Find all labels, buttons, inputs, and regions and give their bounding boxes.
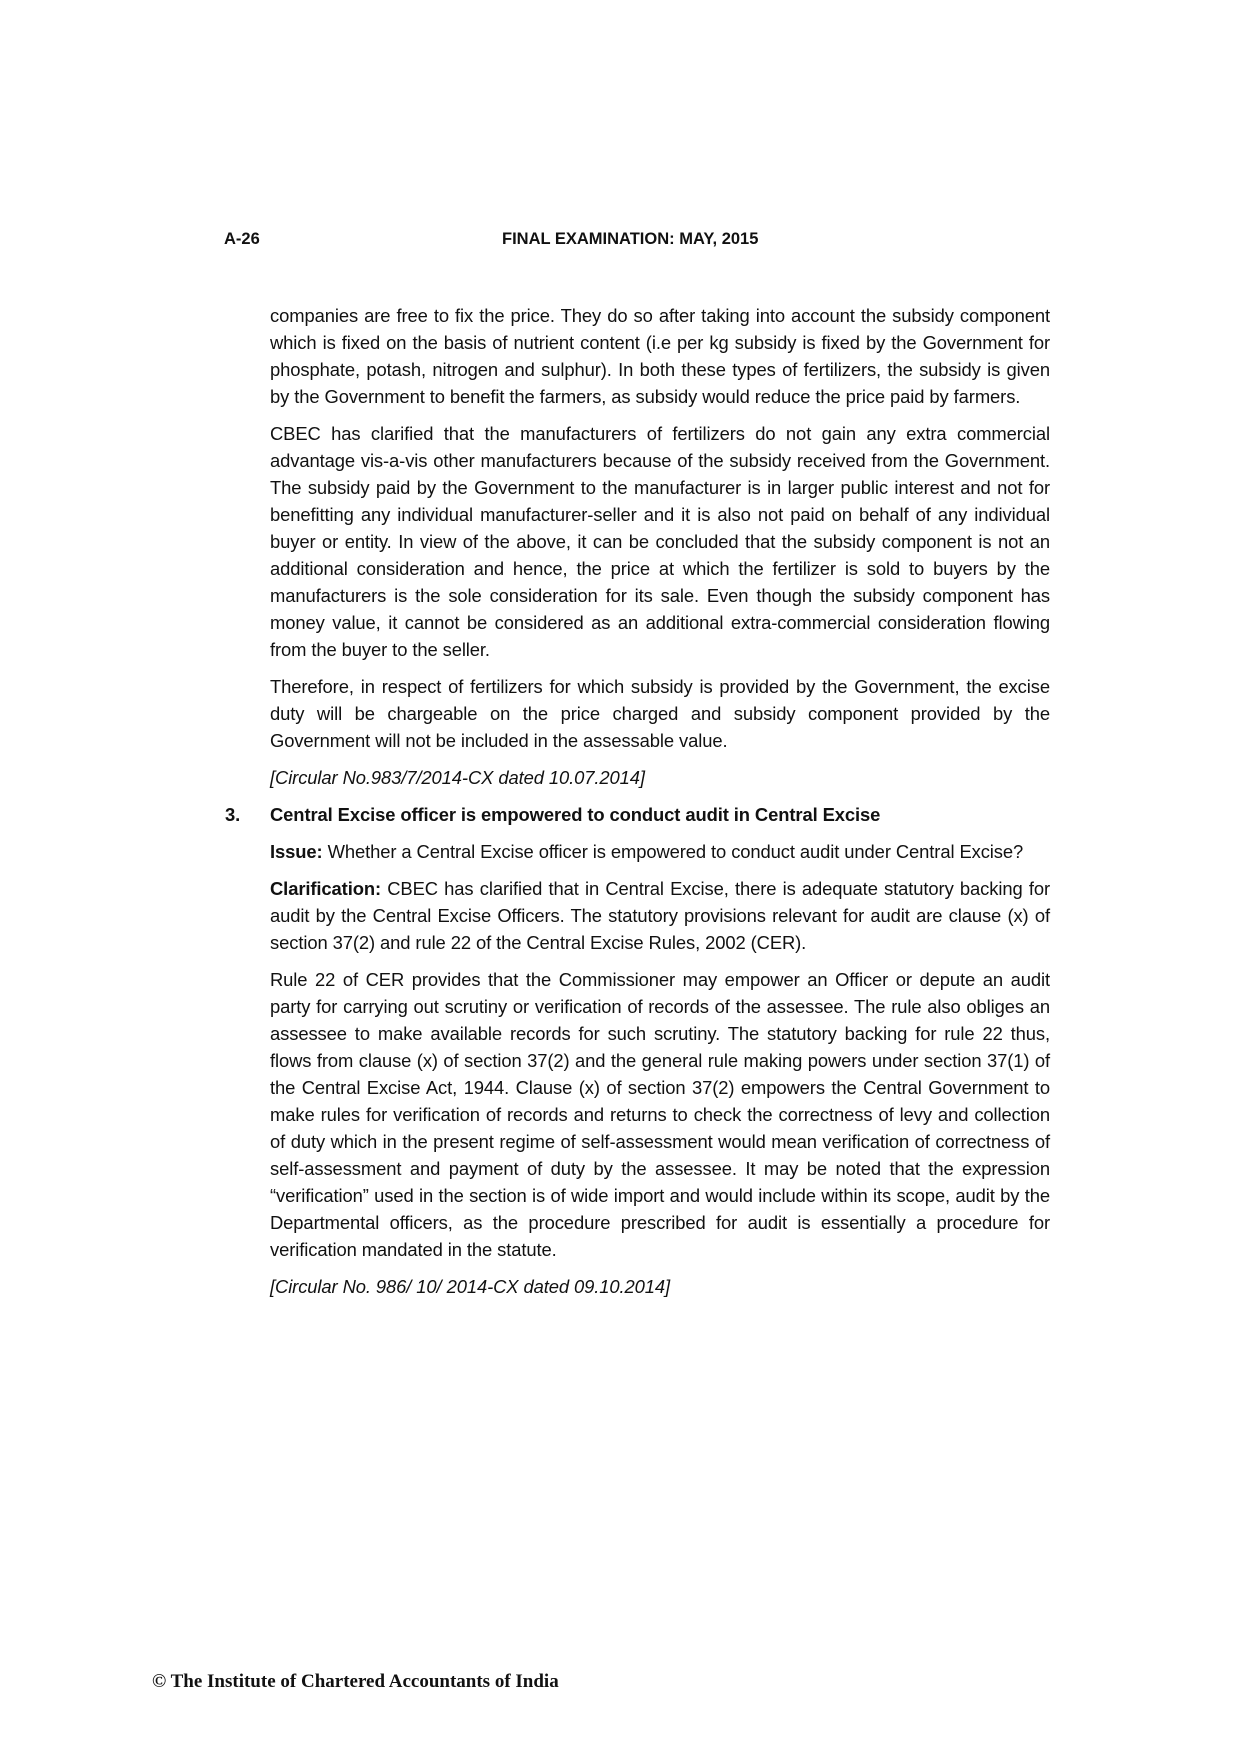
exam-title: FINAL EXAMINATION: MAY, 2015 xyxy=(502,230,759,248)
paragraph-conclusion: Therefore, in respect of fertilizers for which subsidy is provided by the Government, the excise duty will be chargeable on the price charged and subsidy component provided by the Government will not be included in the assessable value. xyxy=(270,676,1050,751)
circular-citation-986: [Circular No. 986/ 10/ 2014-CX dated 09.10.2014] xyxy=(270,1276,671,1297)
issue-label: Issue: xyxy=(270,841,323,862)
copyright-footer: © The Institute of Chartered Accountants of India xyxy=(152,1671,559,1692)
page-number: A-26 xyxy=(224,230,260,248)
paragraph-cbec-clarification: CBEC has clarified that the manufacturers of fertilizers do not gain any extra commercial advantage vis-a-vis other manufacturers because of the subsidy received from the Government. The subsidy paid by the Government to the manufacturer is in larger public interest and not for benefitting any individual manufacturer-seller and it is also not paid on behalf of any individual buyer or entity. In view of the above, it can be concluded that the subsidy component is not an additional consideration and hence, the price at which the fertilizer is sold to buyers by the manufacturers is the sole consideration for its sale. Even though the subsidy component has money value, it cannot be considered as an additional extra-commercial consideration flowing from the buyer to the seller. xyxy=(270,423,1050,660)
paragraph-pricing: companies are free to fix the price. They do so after taking into account the subsidy component which is fixed on the basis of nutrient content (i.e per kg subsidy is fixed by the Government for phosphate, potash, nitrogen and sulphur). In both these types of fertilizers, the subsidy is given by the Government to benefit the farmers, as subsidy would reduce the price paid by farmers. xyxy=(270,305,1050,407)
paragraph-rule-22: Rule 22 of CER provides that the Commissioner may empower an Officer or depute an audit party for carrying out scrutiny or verification of records of the assessee. The rule also obliges an assessee to make available records for such scrutiny. The statutory backing for rule 22 thus, flows from clause (x) of section 37(2) and the general rule making powers under section 37(1) of the Central Excise Act, 1944. Clause (x) of section 37(2) empowers the Central Government to make rules for verification of records and returns to check the correctness of levy and collection of duty which in the present regime of self-assessment would mean verification of correctness of self-assessment and payment of duty by the assessee. It may be noted that the expression “verification” used in the section is of wide import and would include within its scope, audit by the Departmental officers, as the procedure prescribed for audit is essentially a procedure for verification mandated in the statute. xyxy=(270,969,1050,1260)
issue-paragraph xyxy=(270,838,1050,865)
circular-citation-983: [Circular No.983/7/2014-CX dated 10.07.2014] xyxy=(270,767,645,788)
page-header xyxy=(224,230,1050,254)
clarification-text: CBEC has clarified that in Central Excise, there is adequate statutory backing for audit by the Central Excise Officers. The statutory provisions relevant for audit are clause (x) of section 37(2) and rule 22 of the Central Excise Rules, 2002 (CER). xyxy=(270,878,1050,953)
section-3-heading xyxy=(225,801,1050,828)
clarification-paragraph xyxy=(270,875,1050,956)
section-number: 3. xyxy=(225,804,241,825)
clarification-label: Clarification: xyxy=(270,878,382,899)
section-title: Central Excise officer is empowered to conduct audit in Central Excise xyxy=(270,804,881,825)
page-content xyxy=(225,302,1050,1310)
issue-text: Whether a Central Excise officer is empowered to conduct audit under Central Excise? xyxy=(322,841,1024,862)
